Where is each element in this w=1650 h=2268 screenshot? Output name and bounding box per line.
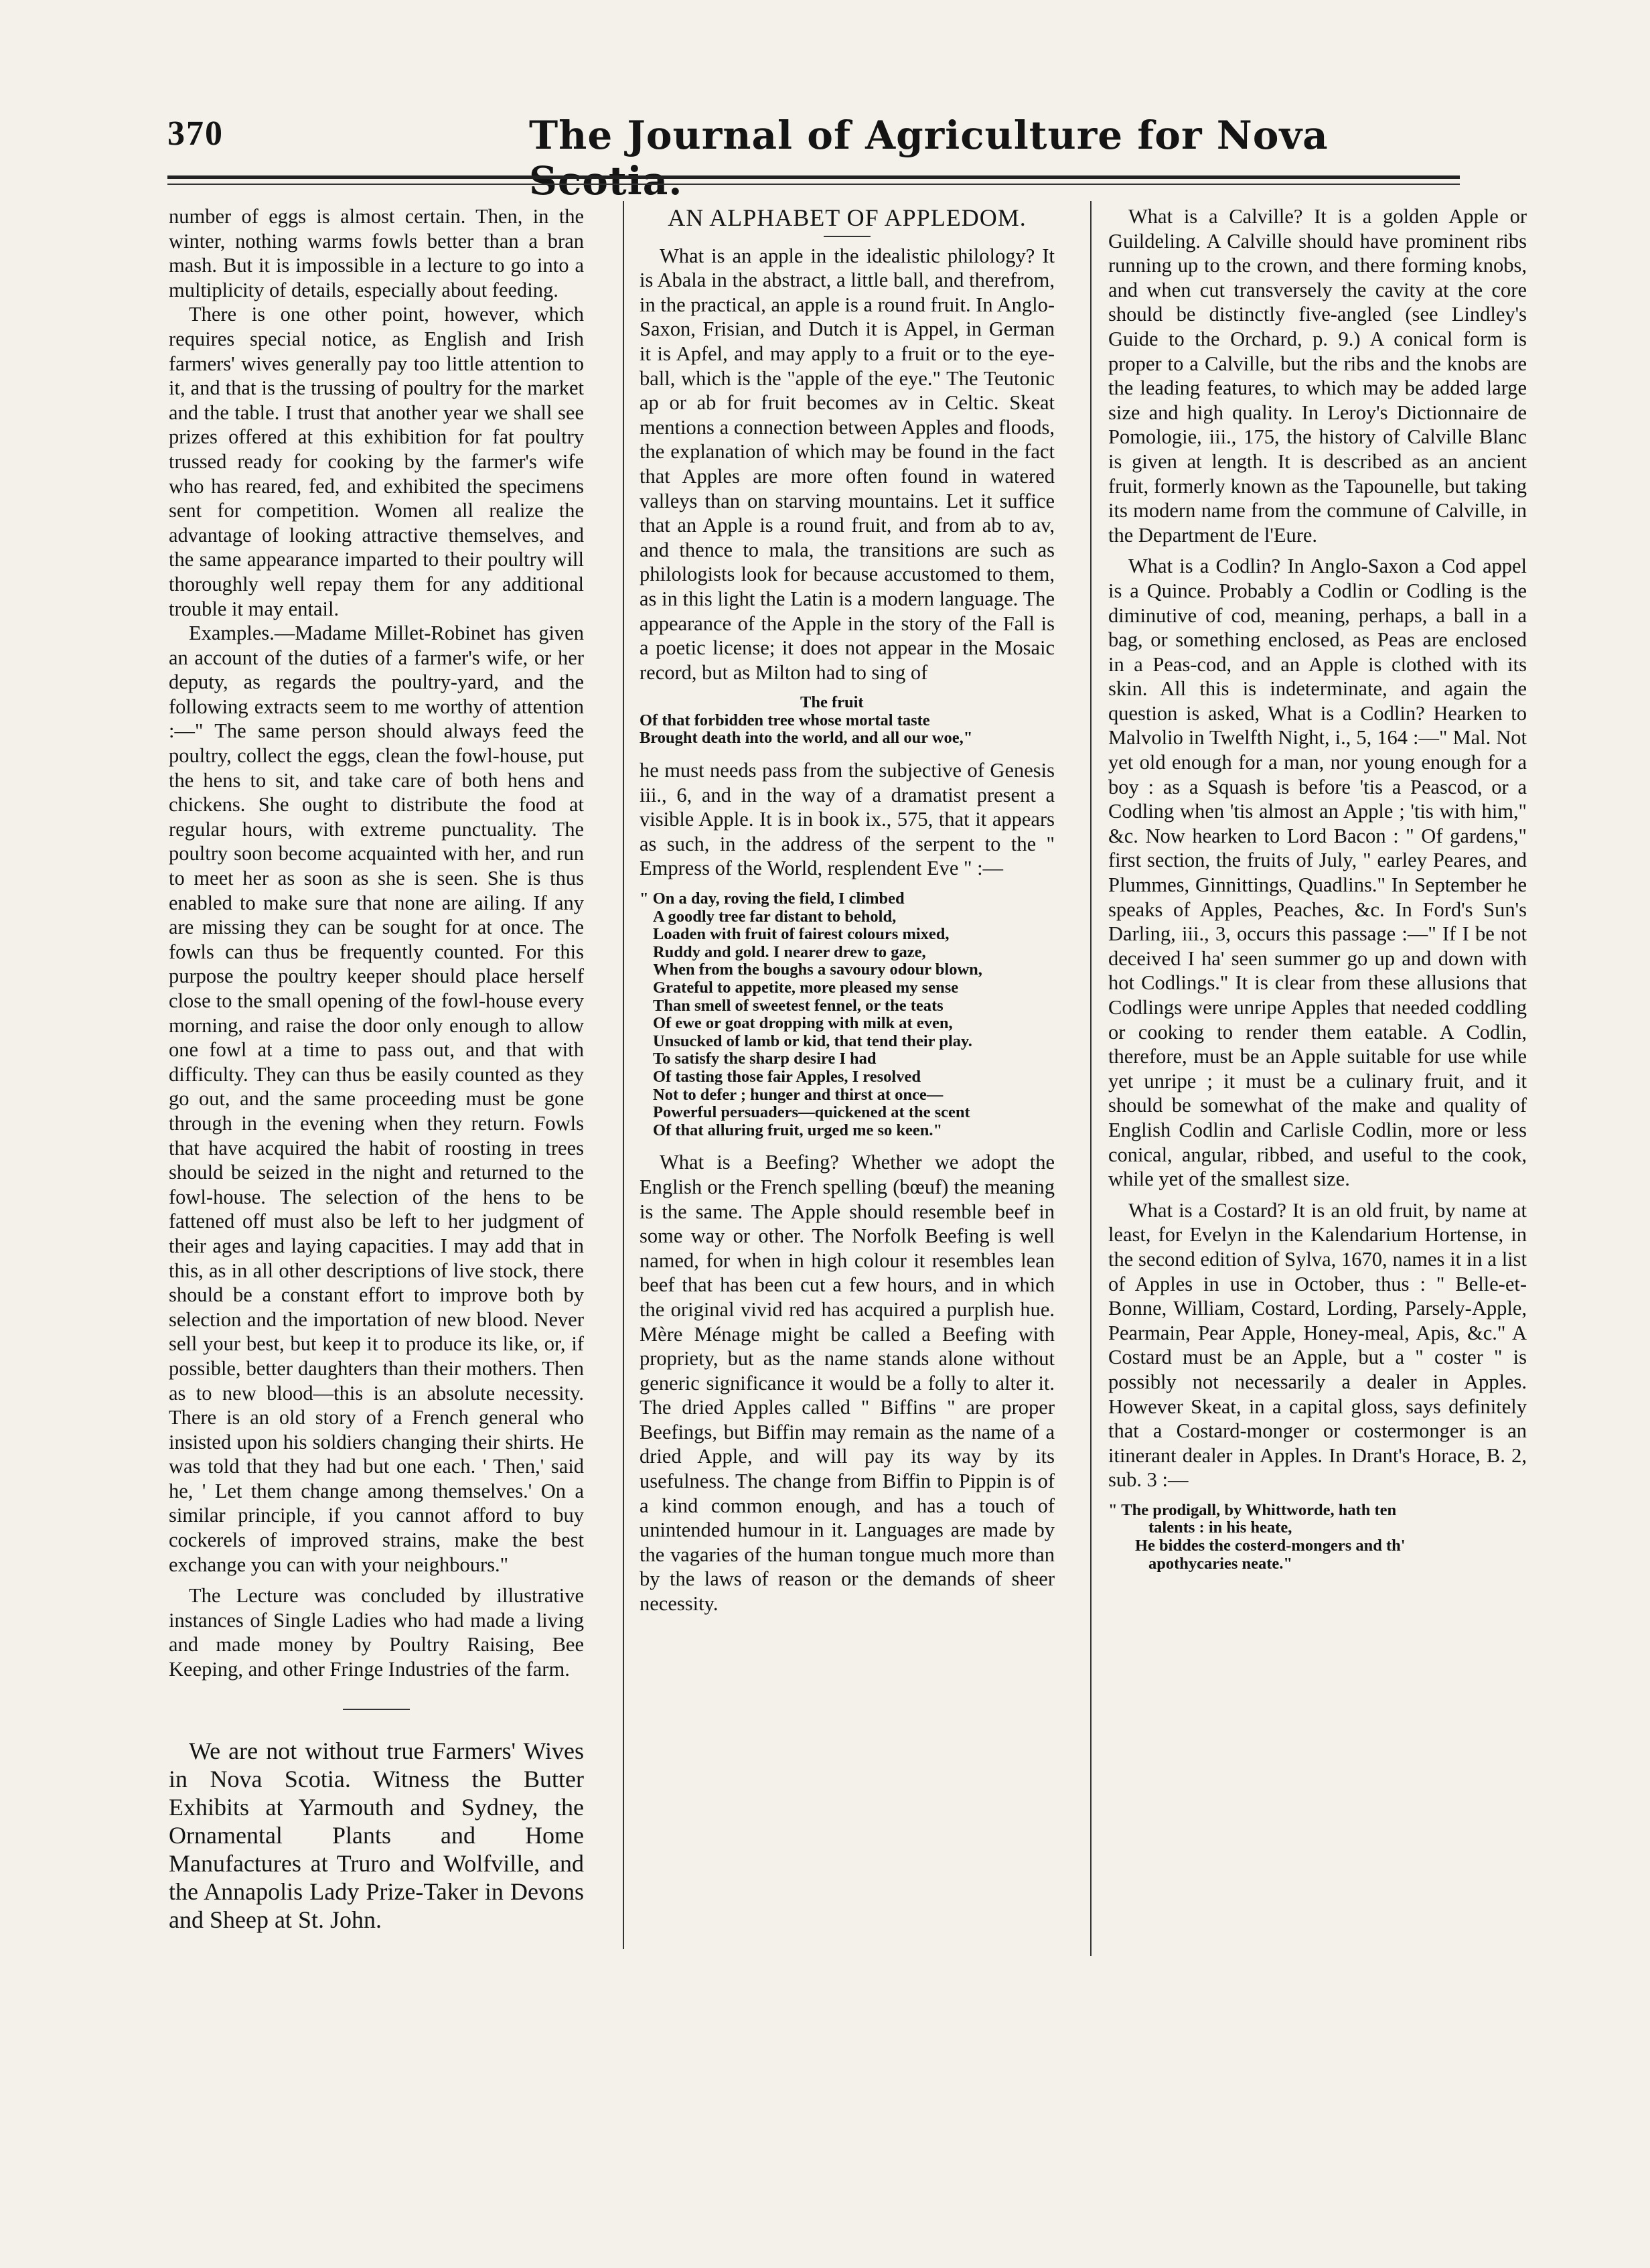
paragraph: The Lecture was concluded by illustrative instances of Single Ladies who had made a living and made money by Poultry Raising, Bee Keeping, and other Fringe Industries of the farm. <box>169 1584 584 1681</box>
paragraph: What is a Costard? It is an old fruit, by name at least, for Evelyn in the Kalendarium Hortense, in the second edition of Sylva, 1670, names it in a list of Apples in use in October, thus : " Belle-et-Bonne, William, Costard, Lording, Parsely-Apple, Pearmain, Pear Apple, Honey-meal, Apis, &c." A Costard must be an Apple, but a " coster " is possibly not necessarily a dealer in Apples. However Skeat, in a capital gloss, says definitely that a Costard-monger or costermonger is an itinerant dealer in Apples. In Drant's Horace, B. 2, sub. 3 :— <box>1108 1198 1527 1492</box>
quote-line: talents : in his heate, <box>1148 1518 1292 1537</box>
drant-quote <box>1108 1502 1527 1573</box>
paragraph: he must needs pass from the subjective of Genesis iii., 6, and in the way of a dramatist present a visible Apple. It is in book ix., 575, that it appears as such, in the address of the serpent to the " Empress of the World, resplendent Eve " :— <box>640 759 1055 880</box>
header-rule-thin <box>167 184 1460 185</box>
quote-line: " On a day, roving the field, I climbed <box>640 890 905 908</box>
quote-line: Ruddy and gold. I nearer drew to gaze, <box>653 942 926 961</box>
quote-line: Of that forbidden tree whose mortal taste <box>640 711 930 729</box>
quote-line: Than smell of sweetest fennel, or the teats <box>653 996 944 1015</box>
heading-rule <box>824 236 871 237</box>
quote-line: Of that alluring fruit, urged me so keen." <box>653 1121 943 1139</box>
paragraph: What is a Beefing? Whether we adopt the English or the French spelling (bœuf) the meaning is the same. The Apple should resemble beef in some way or other. The Norfolk Beefing is well named, for when in high colour it resembles lean beef that has been cut a few hours, and in which the original vivid red has acquired a purplish hue. Mère Ménage might be called a Beefing with propriety, but as the name stands alone without generic significance it would be a folly to alter it. The dried Apples called " Biffins " are proper Beefings, but Biffin may remain as the name of a dried Apple, and will pay its way by its usefulness. The change from Biffin to Pippin is of a kind common enough, and has a touch of unintended humour in it. Languages are made by the vagaries of the human tongue much more than by the laws of reason or the demands of sheer necessity. <box>640 1151 1055 1616</box>
quote-line: Brought death into the world, and all our woe," <box>640 729 973 748</box>
paragraph: number of eggs is almost certain. Then, in the winter, nothing warms fowls better than a bran mash. But it is impossible in a lecture to go into a multiplicity of details, especially about feeding. <box>169 205 584 301</box>
quote-line: Loaden with fruit of fairest colours mixed, <box>653 925 950 944</box>
paragraph: What is a Codlin? In Anglo-Saxon a Cod appel is a Quince. Probably a Codlin or Codling is the diminutive of cod, meaning, perhaps, a ball in a bag, or something enclosed, as Peas are enclosed in a Peas-cod, and an Apple is clothed with its skin. All this is indeterminate, and again the question is asked, What is a Codlin? Hearken to Malvolio in Twelfth Night, i., 5, 164 :—" Mal. Not yet old enough for a man, nor young enough for a boy : as a Squash is before 'tis a Peascod, or a Codling when 'tis almost an Apple ; 'tis with him," &c. Now hearken to Lord Bacon : " Of gardens," first section, the fruits of July, " earley Peares, and Plummes, Ginnittings, Quadlins." In September he speaks of Apples, Peaches, &c. In Ford's Sun's Darling, iii., 3, occurs this passage :—" If I be not deceived I ha' seen summer go up and down with hot Codlings." It is clear from these allusions that Codlings were unripe Apples that needed coddling or cooking to render them eatable. A Codlin, therefore, must be an Apple suitable for use while yet unripe ; it must be a culinary fruit, and it should be somewhat of the make and quality of English Codlin and Carlisle Codlin, more or less conical, angular, ribbed, and useful to the cook, while yet of the smallest size. <box>1108 555 1527 1191</box>
page-header <box>167 113 1460 204</box>
quote-line: Of tasting those fair Apples, I resolved <box>653 1067 921 1086</box>
column-rule-2 <box>1090 201 1092 1956</box>
milton-quote-2 <box>640 890 1055 1139</box>
quote-line: Grateful to appetite, more pleased my sense <box>653 979 959 997</box>
quote-line: " The prodigall, by Whittworde, hath ten <box>1108 1500 1397 1519</box>
article-heading: AN ALPHABET OF APPLEDOM. <box>668 204 1027 231</box>
column-1 <box>169 204 584 1934</box>
paragraph: What is a Calville? It is a golden Apple or Guildeling. A Calville should have prominent ribs running up to the crown, and there forming knobs, and when cut transversely the cavity at the core should be distinctly five-angled (see Lindley's Guide to the Orchard, p. 9.) A conical form is proper to a Calville, but the ribs and the knobs are the leading features, to which may be added large size and high quality. In Leroy's Dictionnaire de Pomologie, iii., 175, the history of Calville Blanc is given at length. It is described as an ancient fruit, formerly known as the Tapounelle, but taking its modern name from the commune of Calville, in the Department de l'Eure. <box>1108 205 1527 547</box>
quote-line: He biddes the costerd-mongers and th' <box>1135 1537 1406 1555</box>
column-rule-1 <box>623 201 624 1949</box>
paragraph: We are not without true Farmers' Wives in Nova Scotia. Witness the Butter Exhibits at Yarmouth and Sydney, the Ornamental Plants and Home Manufactures at Truro and Wolfville, and the Annapolis Lady Prize-Taker in Devons and Sheep at St. John. <box>169 1737 584 1933</box>
running-title: The Journal of Agriculture for Nova Scotia. <box>529 113 1329 204</box>
column-3 <box>1108 204 1527 1583</box>
paragraph: Examples.—Madame Millet-Robinet has given an account of the duties of a farmer's wife, or her deputy, as regards the poultry-yard, and the following extracts seem to me worthy of attention :—" The same person should always feed the poultry, collect the eggs, clean the fowl-house, put the hens to sit, and take care of both hens and chickens. She ought to distribute the food at regular hours, with extreme punctuality. The poultry soon become acquainted with her, and run to meet her as soon as she is seen. She is thus enabled to make sure that none are ailing. If any are missing they can be sought for at once. The fowls can thus be frequently counted. For this purpose the poultry keeper should place herself close to the small opening of the fowl-house every morning, and raise the door only enough to allow one fowl at a time to pass out, and that with difficulty. They can thus be easily counted as they go out, and the same proceeding must be gone through in the evening when they return. Fowls that have acquired the habit of roosting in trees should be seized in the night and returned to the fowl-house. The selection of the hens to be fattened off must also be left to her judgment of their ages and laying capacities. I may add that in this, as in all other descriptions of live stock, there should be a constant effort to improve both by selection and the importation of new blood. Never sell your best, but keep it to produce its like, or, if possible, better daughters than their mothers. Then as to new blood—this is an absolute necessity. There is an old story of a French general who insisted upon his soldiers changing their shirts. He was told that they had but one each. ' Then,' said he, ' Let them change among themselves.' On a similar principle, if you cannot afford to buy cockerels of improved strains, make the best exchange you can with your neighbours." <box>169 622 584 1576</box>
paragraph: There is one other point, however, which requires special notice, as English and Irish farmers' wives generally pay too little attention to it, and that is the trussing of poultry for the market and the table. I trust that another year we shall see prizes offered at this exhibition for fat poultry trussed ready for cooking by the farmer's wife who has reared, fed, and exhibited the specimens sent for competition. Women all realize the advantage of looking attractive themselves, and the same appearance imparted to their poultry will thoroughly well repay them for any additional trouble it may entail. <box>169 303 584 620</box>
page-number: 370 <box>167 115 224 153</box>
milton-quote-1 <box>640 694 1055 748</box>
quote-line: Of ewe or goat dropping with milk at even, <box>653 1014 953 1033</box>
quote-line: When from the boughs a savoury odour blown, <box>653 961 982 979</box>
section-divider <box>343 1709 410 1710</box>
column-2 <box>640 204 1055 1616</box>
quote-line: apothycaries neate." <box>1148 1554 1293 1573</box>
quote-line: A goodly tree far distant to behold, <box>653 907 897 926</box>
quote-line: Powerful persuaders—quickened at the scent <box>653 1103 970 1122</box>
quote-line: To satisfy the sharp desire I had <box>653 1050 877 1068</box>
paragraph: What is an apple in the idealistic philology? It is Abala in the abstract, a little ball, and therefrom, in the practical, an apple is a round fruit. In Anglo-Saxon, Frisian, and Dutch it is Appel, in German it is Apfel, and may apply to a fruit or to the eye-ball, which is the "apple of the eye." The Teutonic ap or ab for fruit becomes av in Celtic. Skeat mentions a connection between Apples and floods, the explanation of which may be found in the fact that Apples are more often found in watered valleys than on starving mountains. Let it suffice that an Apple is a round fruit, and from ab to av, and thence to mala, the transitions are such as philologists look for because accustomed to them, as in this light the Latin is a modern language. The appearance of the Apple in the story of the Fall is a poetic license; it does not appear in the Mosaic record, but as Milton had to sing of <box>640 244 1055 684</box>
quote-line: The fruit <box>800 693 864 712</box>
quote-line: Not to defer ; hunger and thirst at once— <box>653 1085 944 1104</box>
quote-line: Unsucked of lamb or kid, that tend their play. <box>653 1032 972 1050</box>
header-rule <box>167 175 1460 179</box>
